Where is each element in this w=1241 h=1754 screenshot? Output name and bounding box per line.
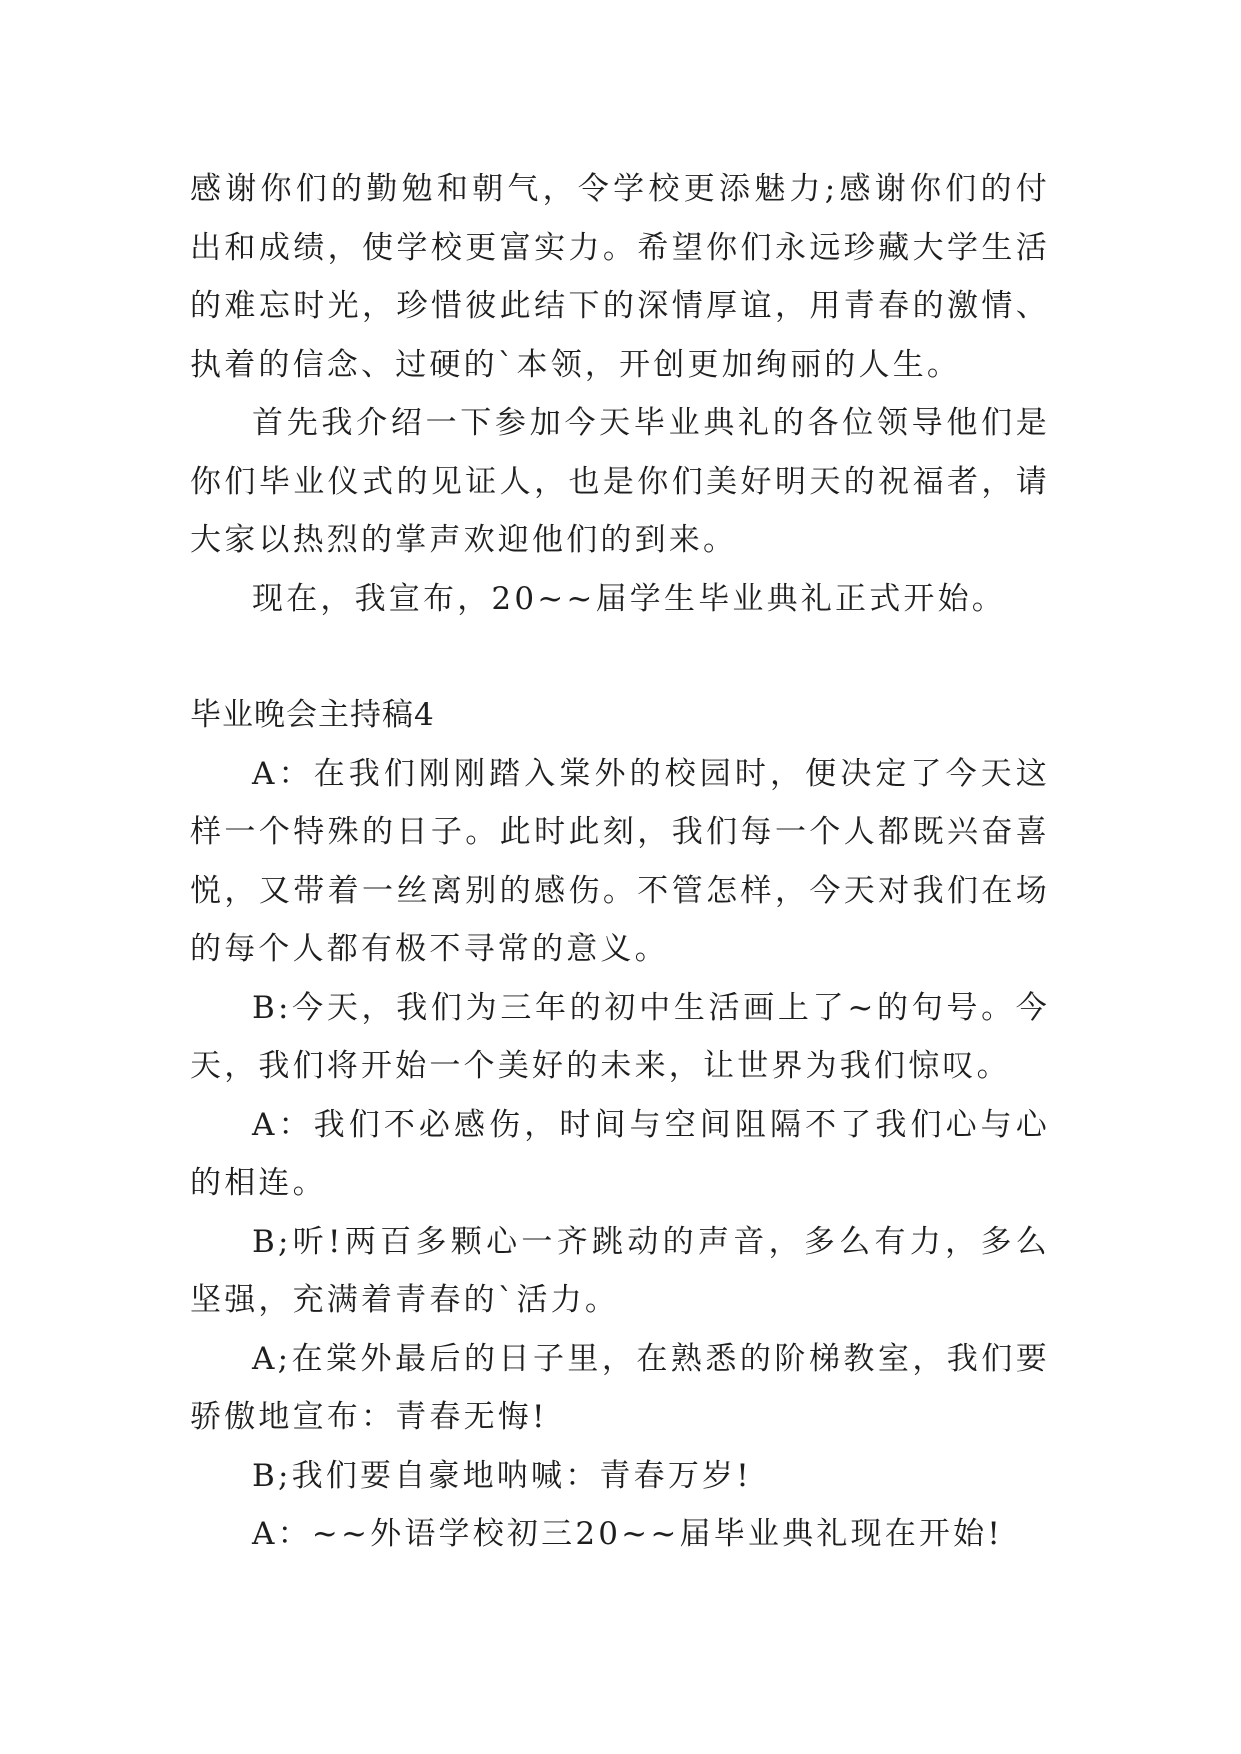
section-spacer bbox=[190, 628, 1050, 686]
paragraph-announce-start: 现在，我宣布，20~~届学生毕业典礼正式开始。 bbox=[252, 580, 1006, 617]
dialogue-line: B;听!两百多颗心一齐跳动的声音，多么有力，多么坚强，充满着青春的`活力。 bbox=[190, 1223, 1050, 1318]
dialogue-line: A：~~外语学校初三20~~届毕业典礼现在开始! bbox=[252, 1516, 1003, 1552]
dialogue-line: A：我们不必感伤，时间与空间阻隔不了我们心与心的相连。 bbox=[190, 1106, 1050, 1201]
paragraph-introduce-leaders: 首先我介绍一下参加今天毕业典礼的各位领导他们是你们毕业仪式的见证人，也是你们美好明天的祝福者，请大家以热烈的掌声欢迎他们的到来。 bbox=[190, 405, 1050, 558]
dialogue-line: B;我们要自豪地呐喊：青春万岁! bbox=[252, 1457, 752, 1494]
document-body bbox=[190, 160, 1050, 1564]
section-title: 毕业晚会主持稿4 bbox=[190, 697, 435, 733]
dialogue-line: A;在棠外最后的日子里，在熟悉的阶梯教室，我们要骄傲地宣布：青春无悔! bbox=[190, 1340, 1050, 1435]
dialogue-line: B:今天，我们为三年的初中生活画上了~的句号。今天，我们将开始一个美好的未来，让世界为我们惊叹。 bbox=[190, 989, 1050, 1084]
paragraph-thanks: 感谢你们的勤勉和朝气，令学校更添魅力;感谢你们的付出和成绩，使学校更富实力。希望你们永远珍藏大学生活的难忘时光，珍惜彼此结下的深情厚谊，用青春的激情、执着的信念、过硬的`本领，开创更加绚丽的人生。 bbox=[190, 171, 1050, 383]
dialogue-line: A：在我们刚刚踏入棠外的校园时，便决定了今天这样一个特殊的日子。此时此刻，我们每一个人都既兴奋喜悦，又带着一丝离别的感伤。不管怎样，今天对我们在场的每个人都有极不寻常的意义。 bbox=[190, 755, 1050, 967]
